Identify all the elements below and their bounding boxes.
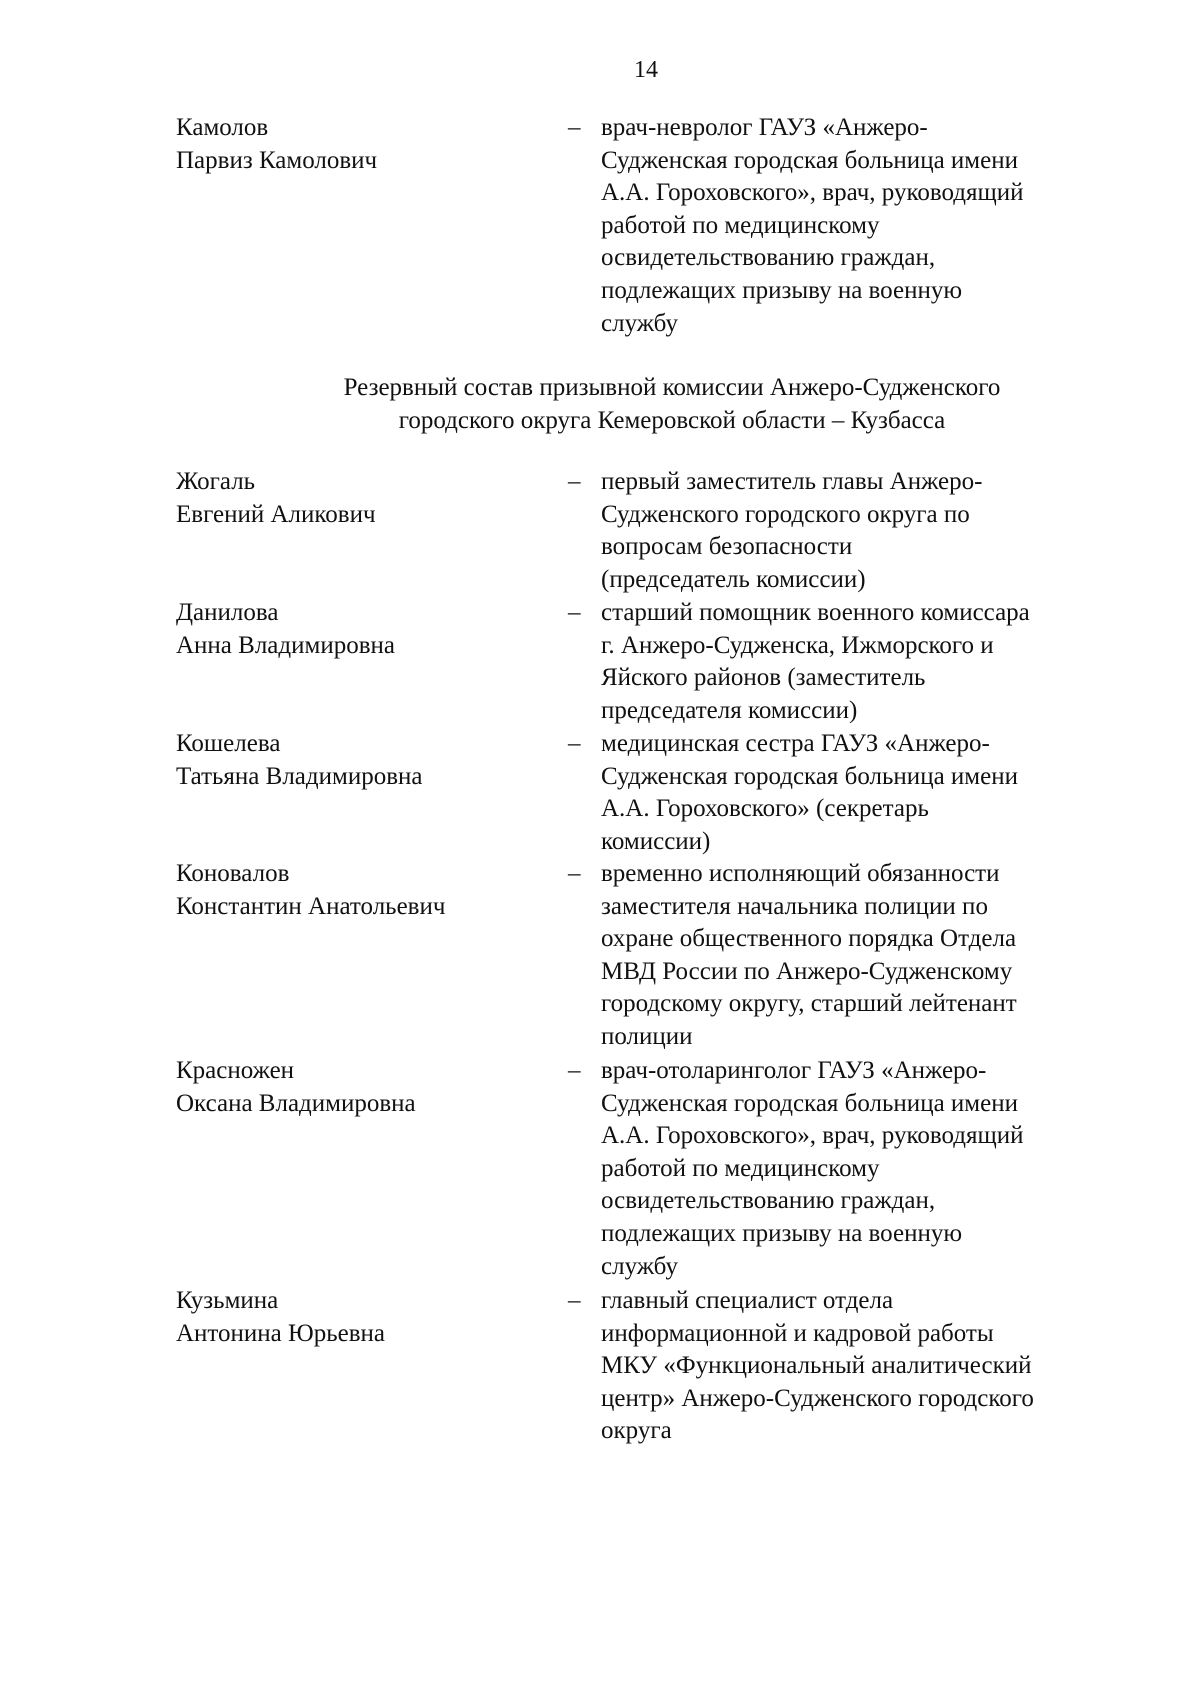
member-name [176, 466, 556, 531]
member-name [176, 1055, 556, 1120]
role-line: службу [601, 309, 678, 337]
member-role [601, 466, 1101, 596]
member-name [176, 728, 556, 793]
role-line: работой по медицинскому [601, 1154, 880, 1182]
role-line: освидетельствованию граждан, [601, 1187, 936, 1215]
role-line: Яйского районов (заместитель [601, 664, 926, 692]
role-line: работой по медицинскому [601, 211, 880, 239]
role-line: А.А. Гороховского», врач, руководящий [601, 1122, 1024, 1150]
role-line: полиции [601, 1022, 693, 1050]
role-line: округа [601, 1417, 672, 1445]
role-line: службу [601, 1252, 678, 1280]
role-line: председателя комиссии) [601, 696, 858, 724]
member-role [601, 728, 1101, 858]
member-name [176, 858, 556, 923]
role-line: освидетельствованию граждан, [601, 244, 936, 272]
member-role [601, 112, 1101, 340]
role-line: МВД России по Анжеро-Судженскому [601, 957, 1013, 985]
role-line: Судженская городская больница имени [601, 762, 1018, 790]
role-line: подлежащих призыву на военную [601, 276, 963, 304]
role-line: временно исполняющий обязанности [601, 860, 1000, 887]
role-line: врач-невролог ГАУЗ «Анжеро- [601, 114, 928, 141]
dash-separator: – [568, 1057, 581, 1084]
dash-separator: – [568, 468, 581, 495]
role-line: Судженского городского округа по [601, 500, 970, 528]
member-given-names: Евгений Аликович [176, 500, 376, 528]
dash-separator: – [568, 1287, 581, 1314]
member-role [601, 1285, 1101, 1448]
section-title-line: Резервный состав призывной комиссии Анжеро-Судженского [343, 374, 1001, 401]
member-given-names: Татьяна Владимировна [176, 762, 423, 790]
member-given-names: Антонина Юрьевна [176, 1319, 385, 1347]
dash-separator: – [568, 860, 581, 887]
section-title-line: городского округа Кемеровской области – Кузбасса [398, 406, 946, 434]
member-name [176, 597, 556, 662]
member-role [601, 597, 1101, 727]
role-line: г. Анжеро-Судженска, Ижморского и [601, 631, 994, 659]
member-given-names: Оксана Владимировна [176, 1089, 416, 1117]
role-line: А.А. Гороховского» (секретарь [601, 795, 929, 823]
role-line: медицинская сестра ГАУЗ «Анжеро- [601, 730, 990, 757]
member-surname: Кузьмина [176, 1287, 279, 1314]
member-surname: Кошелева [176, 730, 281, 757]
member-given-names: Парвиз Камолович [176, 146, 378, 174]
dash-separator: – [568, 599, 581, 626]
role-line: информационной и кадровой работы [601, 1319, 994, 1347]
role-line: старший помощник военного комиссара [601, 599, 1030, 626]
member-role [601, 1055, 1101, 1283]
member-name [176, 1285, 556, 1350]
role-line: первый заместитель главы Анжеро- [601, 468, 983, 495]
role-line: МКУ «Функциональный аналитический [601, 1352, 1032, 1380]
role-line: подлежащих призыву на военную [601, 1219, 963, 1247]
dash-separator: – [568, 730, 581, 757]
role-line: Судженская городская больница имени [601, 146, 1018, 174]
member-surname: Данилова [176, 599, 279, 626]
section-title [0, 372, 1200, 437]
role-line: вопросам безопасности [601, 533, 853, 561]
member-given-names: Константин Анатольевич [176, 892, 446, 920]
role-line: Судженская городская больница имени [601, 1089, 1018, 1117]
role-line: А.А. Гороховского», врач, руководящий [601, 179, 1024, 207]
member-surname: Жогаль [176, 468, 256, 495]
role-line: комиссии) [601, 827, 711, 855]
role-line: (председатель комиссии) [601, 565, 866, 593]
role-line: главный специалист отдела [601, 1287, 894, 1314]
member-name [176, 112, 556, 177]
member-given-names: Анна Владимировна [176, 631, 395, 659]
role-line: охране общественного порядка Отдела [601, 925, 1017, 953]
dash-separator: – [568, 114, 581, 141]
member-surname: Красножен [176, 1057, 295, 1084]
page-number: 14 [634, 57, 658, 83]
role-line: городскому округу, старший лейтенант [601, 990, 1017, 1018]
member-surname: Коновалов [176, 860, 290, 887]
member-surname: Камолов [176, 114, 269, 141]
member-role [601, 858, 1101, 1054]
role-line: врач-отоларинголог ГАУЗ «Анжеро- [601, 1057, 987, 1084]
role-line: центр» Анжеро-Судженского городского [601, 1384, 1034, 1412]
role-line: заместителя начальника полиции по [601, 892, 988, 920]
